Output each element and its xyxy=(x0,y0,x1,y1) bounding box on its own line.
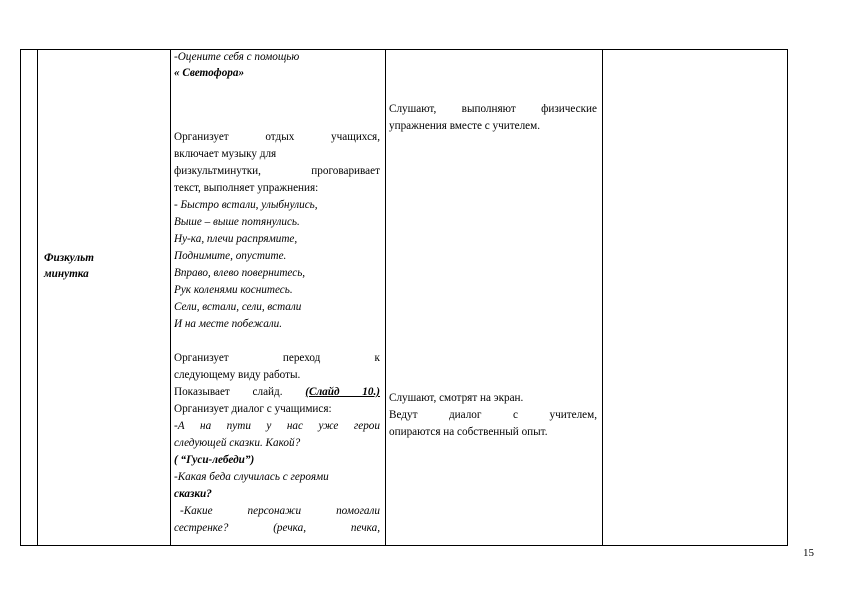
students-line-4: Ведут диалог с учителем, xyxy=(389,409,597,421)
table-col-border-4 xyxy=(602,49,603,546)
transition-line-2: следующему виду работы. xyxy=(174,369,301,381)
student-activity-cell-2 xyxy=(389,390,597,441)
dialog-line: Организует диалог с учащимися: xyxy=(174,403,332,415)
student-activity-cell-1 xyxy=(389,101,597,135)
poem-line: Ну-ка, плечи распрямите, xyxy=(174,233,298,245)
question-2-line-1: -Какая беда случилась с героями xyxy=(174,471,329,483)
table-col-border-5 xyxy=(787,49,788,546)
slide-reference: (Слайд 10.) xyxy=(305,386,380,398)
organize-line-1: Организует отдых учащихся, xyxy=(174,131,380,143)
organize-line-3: физкультминутки, проговаривает xyxy=(174,165,380,177)
students-line-3: Слушают, смотрят на экран. xyxy=(389,392,524,404)
students-line-5: опираются на собственный опыт. xyxy=(389,426,548,438)
poem-line: Сели, встали, сели, встали xyxy=(174,301,302,313)
question-1-line-1: -А на пути у нас уже герои xyxy=(174,420,380,432)
table-col-border-2 xyxy=(170,49,171,546)
stage-label: Физкульт минутка xyxy=(44,252,94,280)
slide-line xyxy=(174,384,380,401)
table-col-border-3 xyxy=(385,49,386,546)
table-top-border xyxy=(20,49,787,50)
evaluate-line-1: -Оцените себя с помощью xyxy=(174,51,300,63)
question-2-line-2: сказки? xyxy=(174,488,212,500)
question-1-answer: ( “Гуси-лебеди”) xyxy=(174,454,255,466)
poem-line: Вправо, влево повернитесь, xyxy=(174,267,306,279)
transition-line-1: Организует переход к xyxy=(174,352,380,364)
students-line-1: Слушают, выполняют физические xyxy=(389,103,597,115)
organize-line-2: включает музыку для xyxy=(174,148,277,160)
question-3-line-2: сестренке? (речка, печка, xyxy=(174,522,380,534)
table-bottom-border xyxy=(20,545,787,546)
poem-line: Рук коленями коснитесь. xyxy=(174,284,293,296)
slide-prefix: Показывает слайд. xyxy=(174,386,283,398)
poem-line: И на месте побежали. xyxy=(174,318,283,330)
table-col-border-0 xyxy=(20,49,21,546)
question-3-line-1: -Какие персонажи помогали xyxy=(180,505,380,517)
question-1-line-2: следующей сказки. Какой? xyxy=(174,437,301,449)
students-line-2: упражнения вместе с учителем. xyxy=(389,120,541,132)
poem-line: Выше – выше потянулись. xyxy=(174,216,300,228)
teacher-activity-cell xyxy=(174,50,380,537)
evaluate-line-2: « Светофора» xyxy=(174,67,245,79)
poem-line: - Быстро встали, улыбнулись, xyxy=(174,199,318,211)
poem-line: Поднимите, опустите. xyxy=(174,250,287,262)
page-number: 15 xyxy=(803,547,814,559)
table-col-border-1 xyxy=(37,49,38,546)
organize-line-4: текст, выполняет упражнения: xyxy=(174,182,319,194)
